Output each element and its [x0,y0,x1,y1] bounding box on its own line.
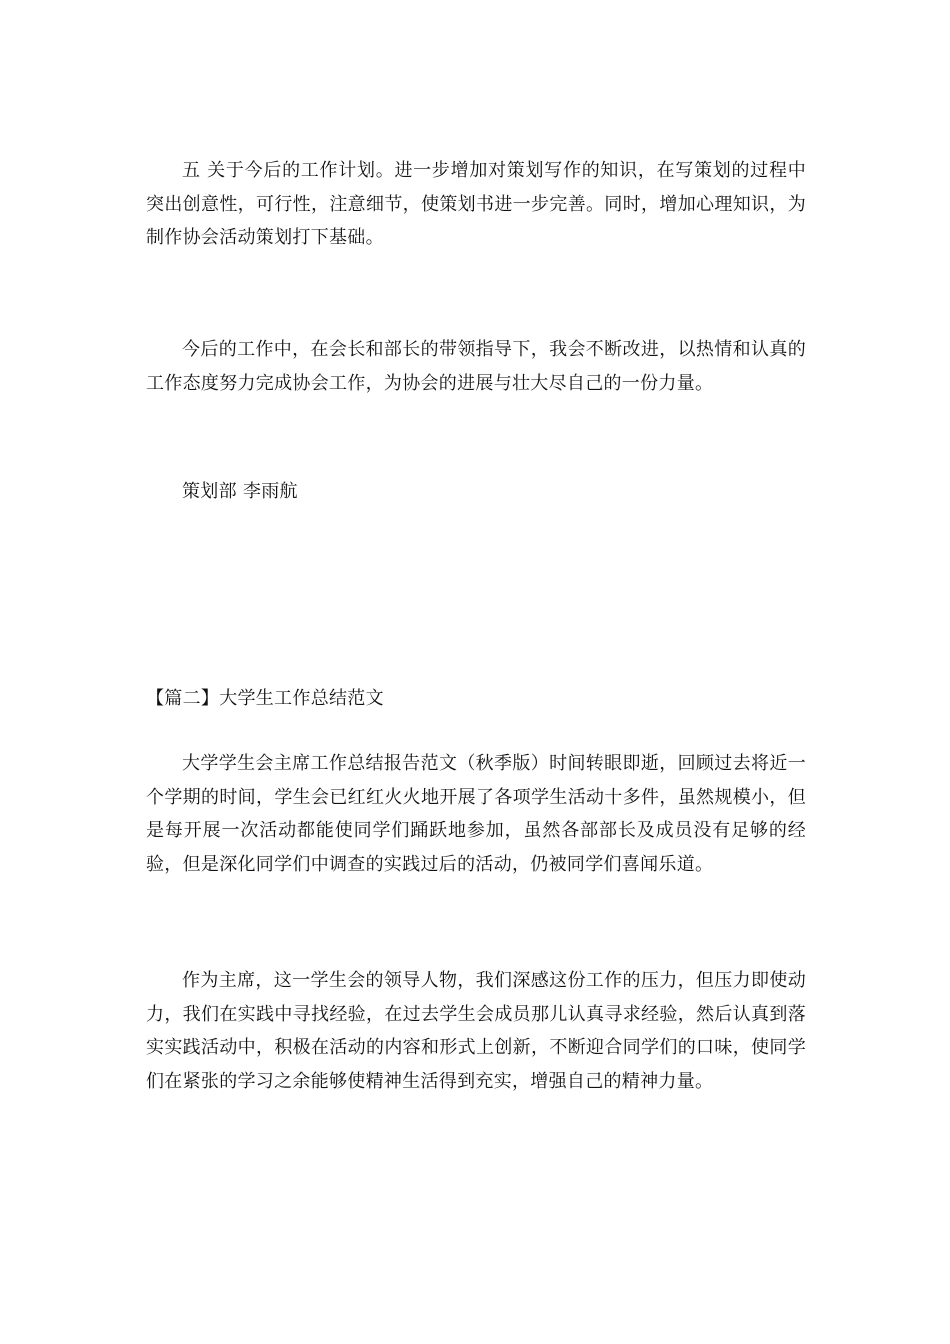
closing-paragraph: 今后的工作中，在会长和部长的带领指导下，我会不断改进，以热情和认真的工作态度努力完成协会工作，为协会的进展与壮大尽自己的一份力量。 [146,339,806,394]
intro-paragraph: 大学学生会主席工作总结报告范文（秋季版）时间转眼即逝，回顾过去将近一个学期的时间，学生会已红红火火地开展了各项学生活动十多件，虽然规模小，但是每开展一次活动都能使同学们踊跃地参加，虽然各部部长及成员没有足够的经验，但是深化同学们中调查的实践过后的活动，仍被同学们喜闻乐道。 [146,753,806,875]
chairman-role-paragraph: 作为主席，这一学生会的领导人物，我们深感这份工作的压力，但压力即使动力，我们在实践中寻找经验，在过去学生会成员那儿认真寻求经验，然后认真到落实实践活动中，积极在活动的内容和形式上创新，不断迎合同学们的口味，使同学们在紧张的学习之余能够使精神生活得到充实，增强自己的精神力量。 [146,970,806,1092]
signature-line: 策划部 李雨航 [182,481,298,502]
work-plan-paragraph: 五 关于今后的工作计划。进一步增加对策划写作的知识，在写策划的过程中突出创意性，可行性，注意细节，使策划书进一步完善。同时，增加心理知识，为制作协会活动策划打下基础。 [146,160,806,248]
section-heading: 【篇二】大学生工作总结范文 [146,688,384,709]
